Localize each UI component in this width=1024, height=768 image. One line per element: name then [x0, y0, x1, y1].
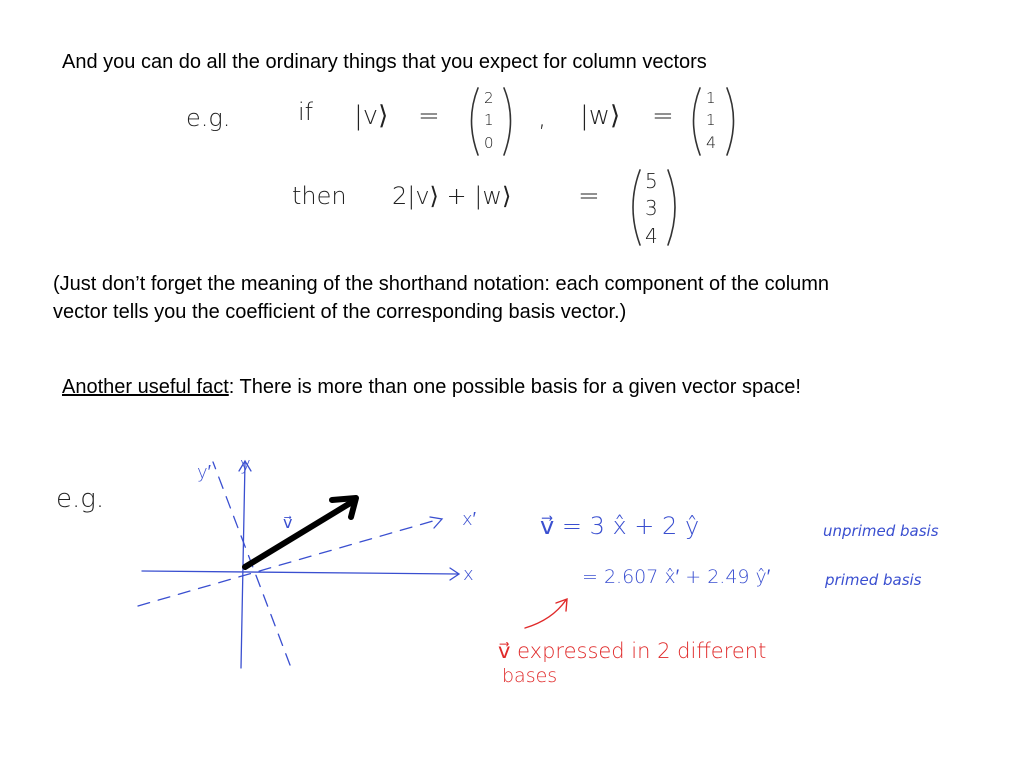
ket-w: |w⟩	[580, 101, 621, 131]
combination: 2|v⟩ + |w⟩	[392, 182, 512, 210]
ket-v: |v⟩	[354, 101, 389, 131]
label-primed-basis: primed basis	[825, 571, 922, 589]
eg-top: e.g.	[186, 104, 231, 132]
axis-y-label: y	[240, 454, 251, 475]
then-word: then	[292, 182, 347, 210]
v-component-1: 2	[484, 89, 494, 107]
w-component-3: 4	[706, 133, 717, 152]
vector-v-arrow	[245, 498, 356, 567]
red-arrow-shaft	[525, 600, 566, 628]
equals-2: =	[652, 101, 674, 131]
eg-bottom: e.g.	[56, 484, 105, 514]
result-component-2: 3	[645, 196, 658, 220]
red-note-line-1: v⃗ expressed in 2 different	[498, 639, 767, 663]
if-word: if	[298, 98, 314, 126]
result-component-3: 4	[645, 224, 658, 248]
axes	[138, 461, 459, 668]
equation-unprimed: v⃗ = 3 x̂ + 2 ŷ	[540, 512, 700, 540]
axis-x-prime-label: x′	[462, 509, 477, 530]
v-component-2: 1	[484, 111, 494, 129]
red-pointer-arrow	[525, 599, 567, 628]
axis-y-prime-label: y′	[197, 462, 212, 483]
red-note-line-2: bases	[502, 665, 558, 687]
equals-3: =	[578, 181, 600, 211]
x-prime-arrowhead	[430, 517, 442, 528]
vector-v-shaft	[245, 502, 352, 567]
x-axis	[142, 571, 458, 574]
shorthand-note-line-1: (Just don’t forget the meaning of the shorthand notation: each component of the column	[53, 273, 830, 295]
axis-x-label: x	[463, 564, 474, 585]
useful-fact-label: Another useful fact	[62, 376, 229, 398]
useful-fact-text: : There is more than one possible basis for a given vector space!	[228, 376, 801, 398]
shorthand-note-line-2: vector tells you the coefficient of the corresponding basis vector.)	[53, 301, 627, 323]
intro-text: And you can do all the ordinary things that you expect for column vectors	[62, 51, 707, 73]
comma: ,	[538, 103, 547, 133]
equals-1: =	[418, 101, 440, 131]
w-component-2: 1	[706, 111, 716, 129]
v-component-3: 0	[484, 134, 494, 152]
vector-label: v⃗	[283, 513, 293, 532]
x-prime-axis	[138, 519, 440, 606]
w-component-1: 1	[706, 89, 716, 107]
equation-primed: = 2.607 x̂′ + 2.49 ŷ′	[582, 566, 771, 588]
label-unprimed-basis: unprimed basis	[823, 522, 939, 540]
result-component-1: 5	[645, 169, 658, 193]
